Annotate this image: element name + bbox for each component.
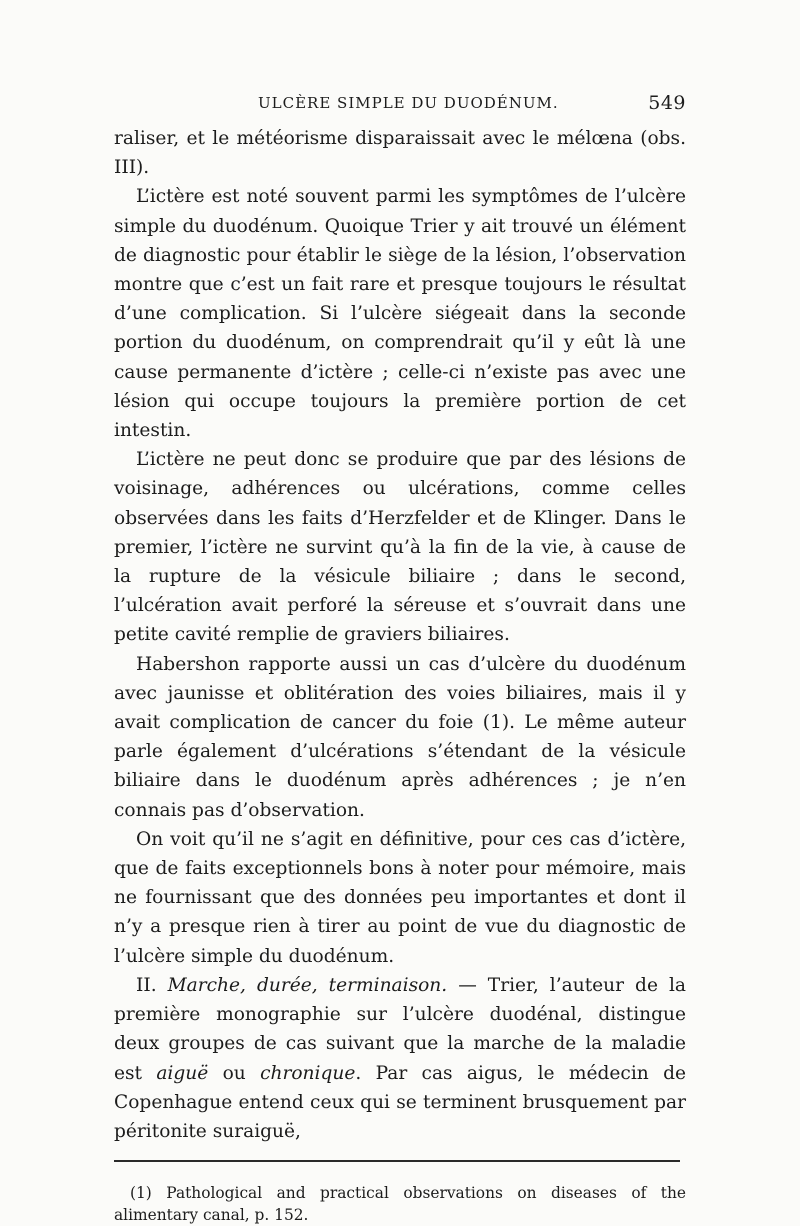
paragraph: On voit qu’il ne s’agit en définitive, pour ces cas d’ictère, que de faits exceptionnels bons à noter pour mémoire, mais ne fournissant que des données peu importantes et dont il n’y a presque rien à tirer au point de vue du diagnostic de l’ulcère simple du duodénum.: [114, 828, 686, 967]
section-number: II.: [136, 974, 157, 996]
running-head: [114, 92, 686, 124]
running-title: ULCÈRE SIMPLE DU DUODÉNUM.: [258, 94, 559, 112]
paragraph: Habershon rapporte aussi un cas d’ulcère du duodénum avec jaunisse et oblitération des voies biliaires, mais il y avait complication de cancer du foie (1). Le même auteur parle également d’ulcérations s’étendant de la vésicule biliaire dans le duodénum après adhérences ; je n’en connais pas d’observation.: [114, 653, 686, 821]
italic-term: chronique: [260, 1062, 356, 1084]
body-text: [114, 124, 686, 1146]
paragraph: L’ictère est noté souvent parmi les symptômes de l’ulcère simple du duodénum. Quoique Trier y ait trouvé un élément de diagnostic pour établir le siège de la lésion, l’observation montre que c’est un fait rare et presque toujours le résultat d’une complication. Si l’ulcère siégeait dans la seconde portion du duodénum, on comprendrait qu’il y eût là une cause permanente d’ictère ; celle-ci n’existe pas avec une lésion qui occupe toujours la première portion de cet intestin.: [114, 186, 686, 442]
paragraph: L’ictère ne peut donc se produire que par des lésions de voisinage, adhérences ou ulcérations, comme celles observées dans les faits d’Herzfelder et de Klinger. Dans le premier, l’ictère ne survint qu’à la fin de la vie, à cause de la rupture de la vésicule biliaire ; dans le second, l’ulcération avait perforé la séreuse et s’ouvrait dans une petite cavité remplie de graviers biliaires.: [114, 449, 686, 646]
section-text: ou: [208, 1062, 261, 1084]
section-paragraph: [114, 971, 686, 1146]
footnote-divider: [114, 1160, 680, 1162]
footnote: (1) Pathological and practical observations on diseases of the alimentary canal, p. 152.: [114, 1184, 686, 1225]
italic-term: aiguë: [156, 1062, 209, 1084]
section-text: — Trier, l’auteur de la première monographie sur l’ulcère duodénal, distingue deux groupes de cas suivant que la marche de la maladie est: [114, 974, 686, 1084]
page-number: 549: [648, 92, 686, 114]
section-title: Marche, durée, terminaison.: [167, 974, 448, 996]
section-text: . Par cas aigus, le médecin de Copenhague entend ceux qui se terminent brusquement par péritonite suraiguë,: [114, 1062, 686, 1142]
document-page: [114, 92, 686, 1226]
paragraph-continuation: raliser, et le météorisme disparaissait avec le mélœna (obs. III).: [114, 128, 686, 179]
